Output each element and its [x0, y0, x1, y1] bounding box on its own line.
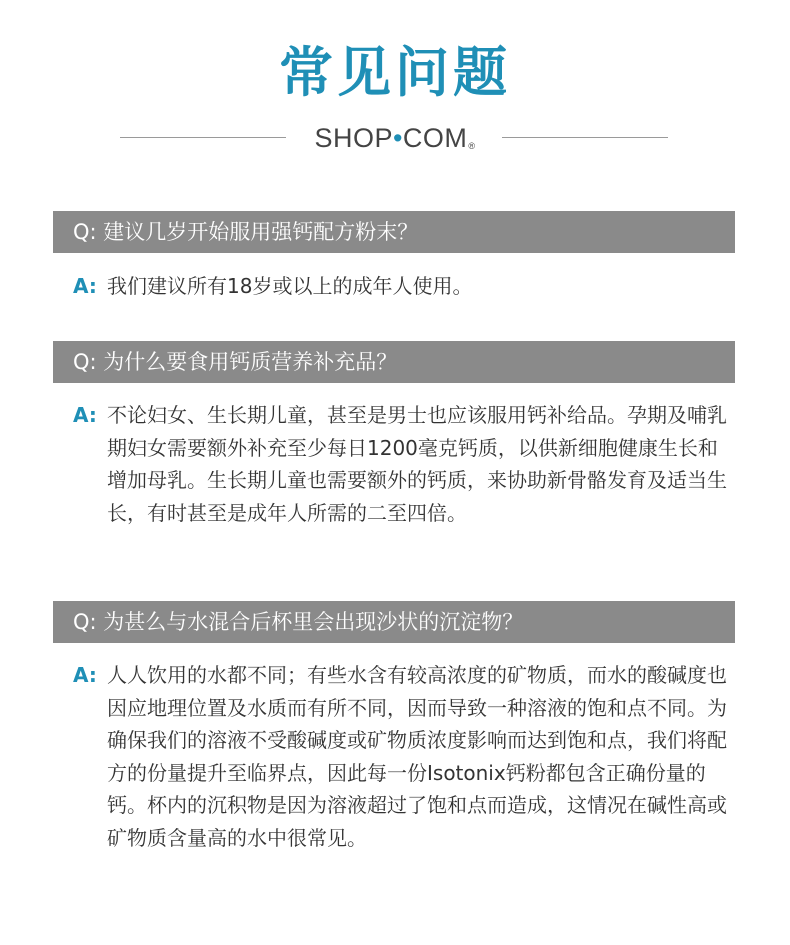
- answer-block: [73, 270, 733, 303]
- brand-left-text: SHOP: [314, 123, 393, 153]
- question-bar: Q: 为甚么与水混合后杯里会出现沙状的沉淀物？: [53, 601, 735, 643]
- question-bar: Q: 建议几岁开始服用强钙配方粉末？: [53, 211, 735, 253]
- answer-block: [73, 659, 733, 854]
- divider-left: [120, 137, 286, 138]
- answer-label: A:: [73, 403, 97, 427]
- registered-mark: ®: [468, 141, 476, 151]
- answer-block: [73, 399, 733, 529]
- answer-text: 我们建议所有18岁或以上的成年人使用。: [107, 274, 473, 298]
- brand-right-text: COM: [402, 123, 468, 153]
- brand-logo: [296, 118, 494, 158]
- divider-right: [502, 137, 668, 138]
- answer-text: 人人饮用的水都不同；有些水含有较高浓度的矿物质，而水的酸碱度也因应地理位置及水质而有所不同，因而导致一种溶液的饱和点不同。为确保我们的溶液不受酸碱度或矿物质浓度影响而达到饱和点，我们将配方的份量提升至临界点，因此每一份Isotonix钙粉都包含正确份量的钙。杯内的沉积物是因为溶液超过了饱和点而造成，这情况在碱性高或矿物质含量高的水中很常见。: [107, 663, 727, 850]
- page-title: 常见问题: [279, 41, 511, 104]
- answer-label: A:: [73, 274, 97, 298]
- question-bar: Q: 为什么要食用钙质营养补充品？: [53, 341, 735, 383]
- brand-dot: •: [392, 123, 403, 153]
- answer-label: A:: [73, 663, 97, 687]
- brand-row: [0, 118, 790, 158]
- answer-text: 不论妇女、生长期儿童，甚至是男士也应该服用钙补给品。孕期及哺乳期妇女需要额外补充至少每日1200毫克钙质，以供新细胞健康生长和增加母乳。生长期儿童也需要额外的钙质，来协助新骨骼发育及适当生长，有时甚至是成年人所需的二至四倍。: [107, 403, 727, 525]
